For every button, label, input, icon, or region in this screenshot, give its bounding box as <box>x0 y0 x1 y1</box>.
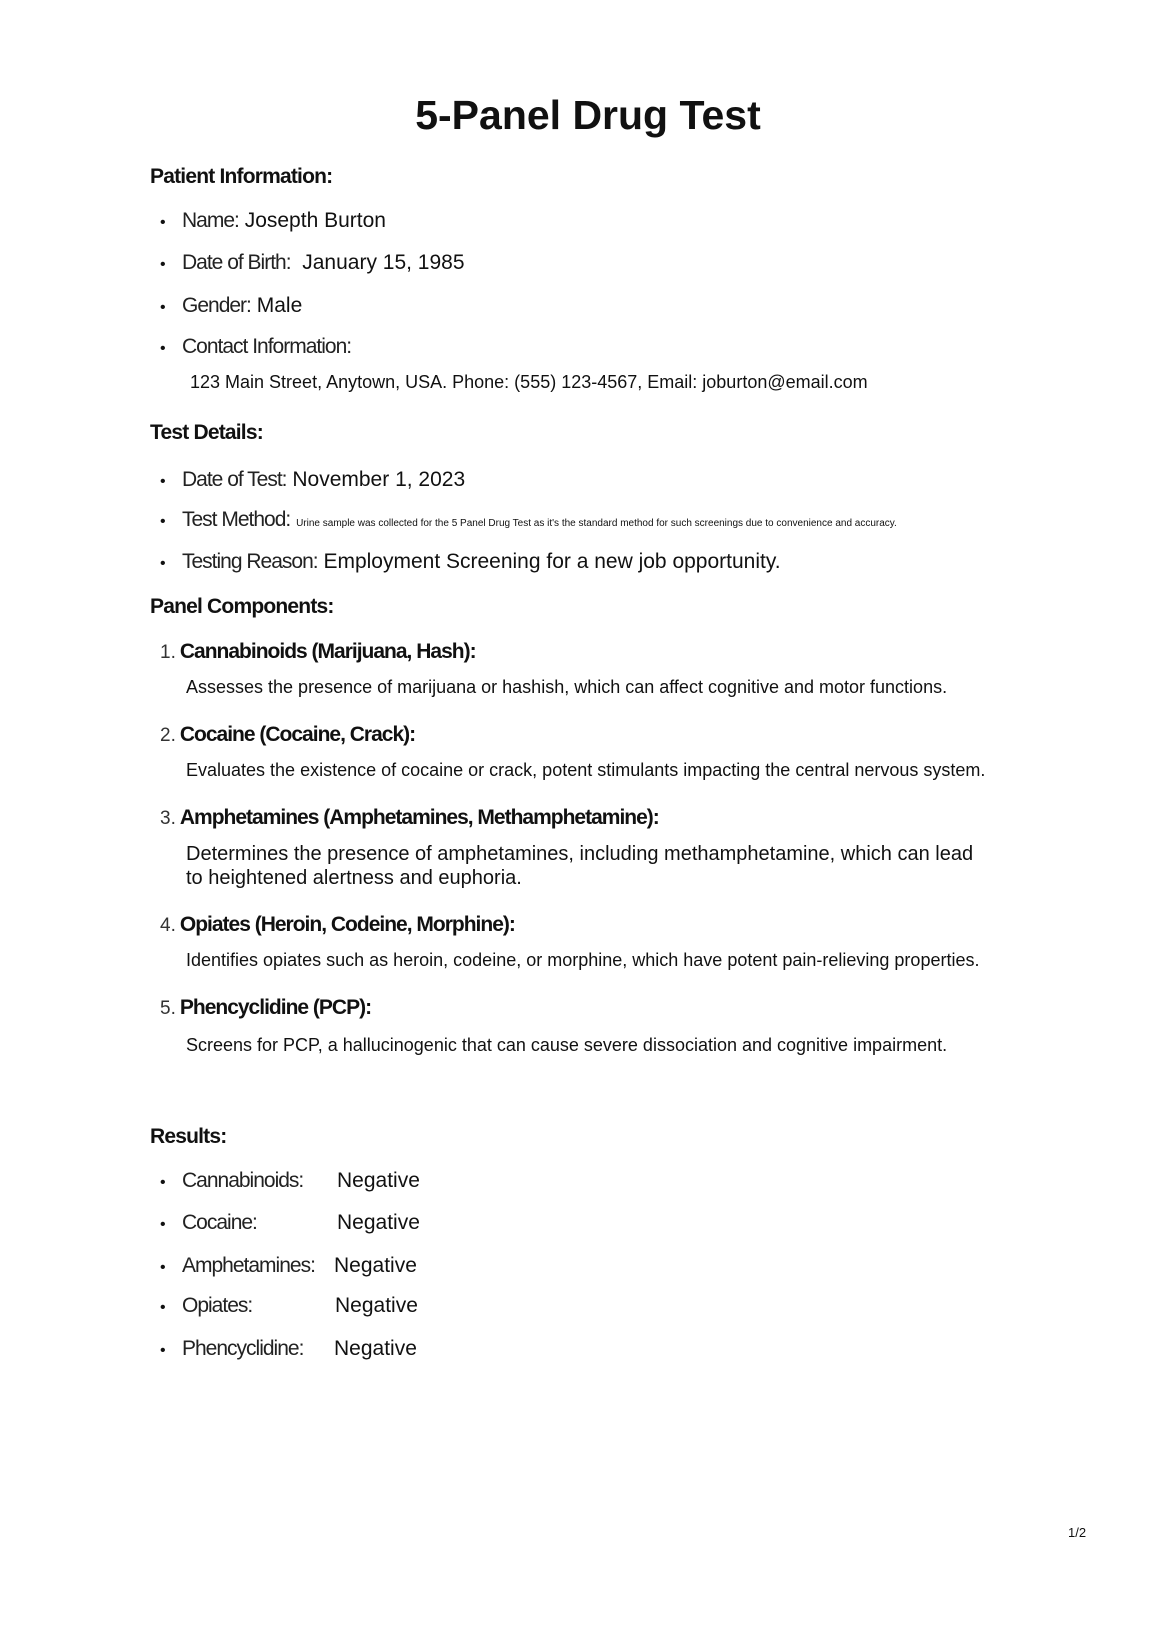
result-item: • Cocaine: Negative <box>160 1211 420 1234</box>
patient-dob: • Date of Birth: January 15, 1985 <box>160 251 465 274</box>
panel-desc: Evaluates the existence of cocaine or crack, potent stimulants impacting the central nervous system. <box>186 760 986 780</box>
result-item: • Phencyclidine: Negative <box>160 1337 417 1360</box>
panel-item: 4. Opiates (Heroin, Codeine, Morphine): <box>160 913 515 936</box>
panel-item: 5. Phencyclidine (PCP): <box>160 996 372 1019</box>
page-title: 5-Panel Drug Test <box>415 92 761 138</box>
patient-contact: 123 Main Street, Anytown, USA. Phone: (555) 123-4567, Email: joburton@email.com <box>190 372 868 392</box>
result-item: • Opiates: Negative <box>160 1294 418 1317</box>
panel-desc-cont: to heightened alertness and euphoria. <box>186 867 522 889</box>
patient-gender: • Gender: Male <box>160 294 303 317</box>
page-number: 1/2 <box>1068 1525 1087 1540</box>
test-method: • Test Method: Urine sample was collected for the 5 Panel Drug Test as it's the standard method for such screenings due to convenience and accuracy. <box>160 508 897 531</box>
patient-heading: Patient Information: <box>150 165 333 188</box>
test-reason: • Testing Reason: Employment Screening for a new job opportunity. <box>160 550 781 573</box>
test-heading: Test Details: <box>150 421 263 444</box>
panel-heading: Panel Components: <box>150 595 334 618</box>
test-date: • Date of Test: November 1, 2023 <box>160 468 466 491</box>
result-item: • Cannabinoids: Negative <box>160 1169 420 1192</box>
results-heading: Results: <box>150 1125 227 1148</box>
patient-contact-label: • Contact Information: <box>160 335 352 358</box>
panel-desc: Assesses the presence of marijuana or hashish, which can affect cognitive and motor functions. <box>186 677 948 697</box>
panel-desc: Identifies opiates such as heroin, codeine, or morphine, which have potent pain-relieving properties. <box>186 950 980 970</box>
panel-desc: Determines the presence of amphetamines, including methamphetamine, which can lead <box>186 843 974 865</box>
patient-name: • Name: Josepth Burton <box>160 209 386 232</box>
panel-item: 2. Cocaine (Cocaine, Crack): <box>160 723 416 746</box>
panel-item: 1. Cannabinoids (Marijuana, Hash): <box>160 640 476 663</box>
panel-desc: Screens for PCP, a hallucinogenic that can cause severe dissociation and cognitive impairment. <box>186 1035 948 1055</box>
panel-item: 3. Amphetamines (Amphetamines, Methamphetamine): <box>160 806 659 829</box>
result-item: • Amphetamines: Negative <box>160 1254 417 1277</box>
